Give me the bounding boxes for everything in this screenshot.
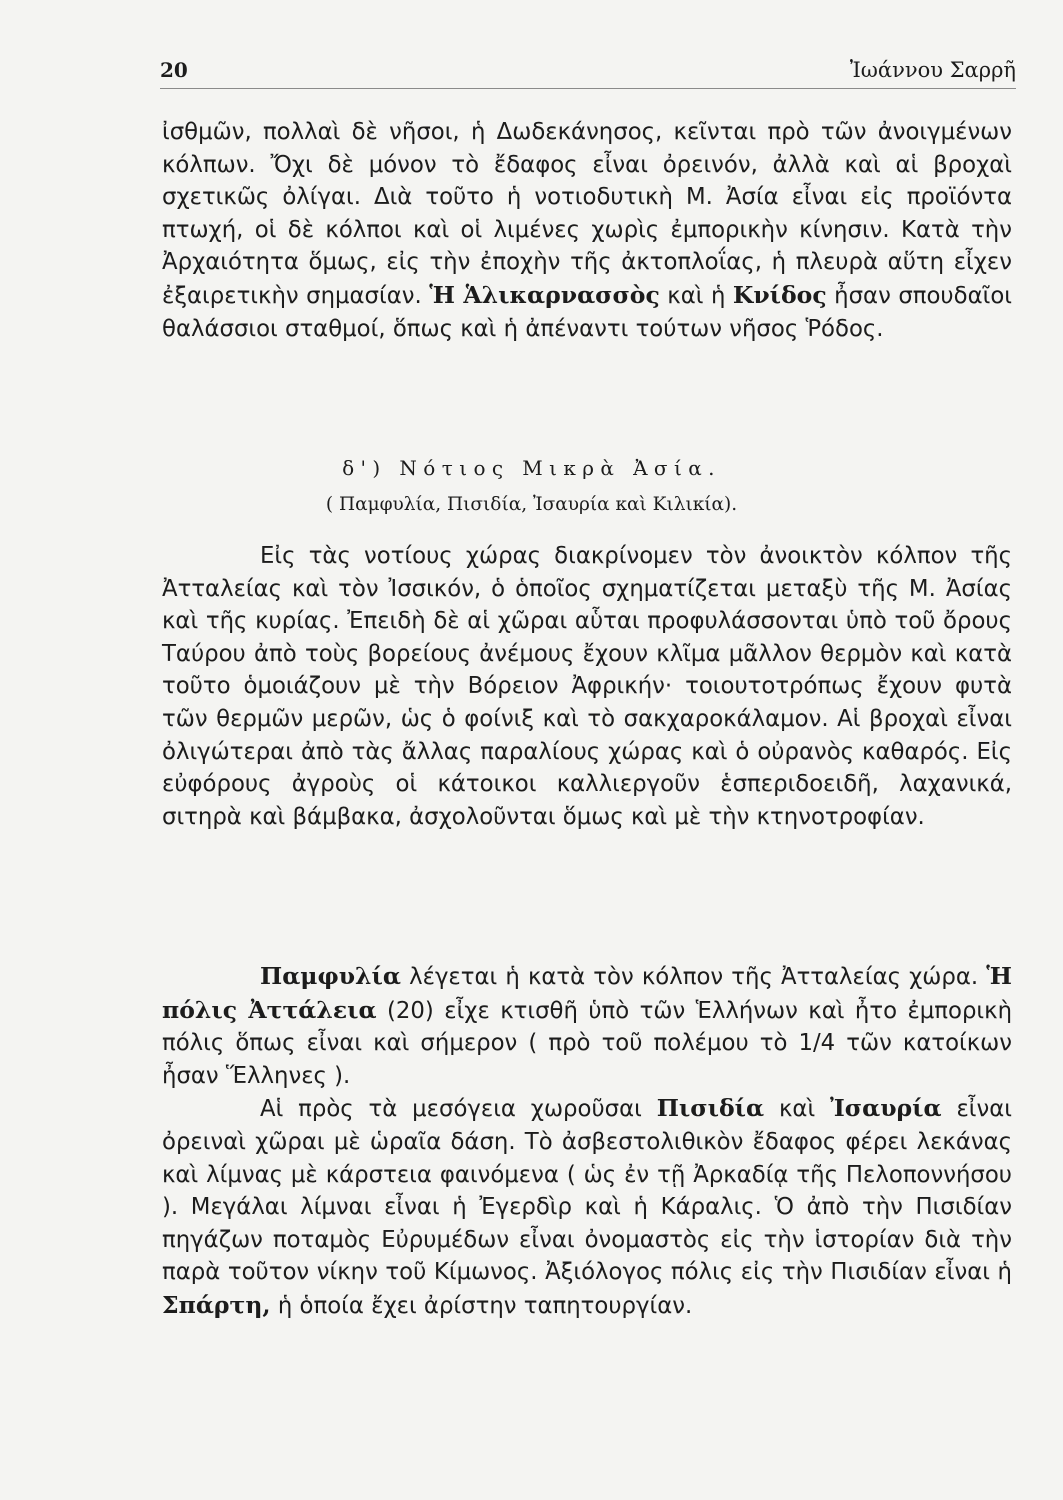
header-rule: [160, 88, 1016, 89]
pisidia-text-2: καὶ: [764, 1096, 831, 1123]
pamphylia-paragraph: [162, 960, 1012, 1092]
running-head-author: Ἰωάννου Σαρρῆ: [849, 58, 1016, 82]
bold-knidos: Κνίδος: [732, 280, 827, 309]
section-subtitle: ( Παμφυλία, Πισιδία, Ἰσαυρία καὶ Κιλικία).: [325, 494, 738, 515]
pisidia-text-1: Αἱ πρὸς τὰ μεσόγεια χωροῦσαι: [260, 1096, 657, 1123]
bold-sparti: Σπάρτη,: [162, 1290, 271, 1319]
pamphylia-text-1: λέγεται ἡ κατὰ τὸν κόλπον τῆς Ἀτταλείας χώρα.: [400, 964, 987, 990]
bold-isauria: Ἰσαυρία: [830, 1094, 942, 1123]
pamphylia-section: [162, 960, 1012, 1323]
intro-paragraph: [162, 116, 1012, 345]
pamphylia-text-2: (20) εἶχε κτισθῆ ὑπὸ τῶν Ἑλλήνων καὶ ἦτο ἐμπορικὴ πόλις ὅπως εἶναι καὶ σήμερον ( πρὸ τοῦ πολέμου τὸ 1/4 τῶν κατοίκων ἦσαν Ἕλληνες ).: [162, 997, 1013, 1089]
intro-text-1: ἰσθμῶν, πολλαὶ δὲ νῆσοι, ἡ Δωδεκάνησος, κεῖνται πρὸ τῶν ἀνοιγμένων κόλπων. Ὄχι δὲ μόνον τὸ ἔδαφος εἶναι ὀρεινόν, ἀλλὰ καὶ αἱ βροχαὶ σχετικῶς ὀλίγαι. Διὰ τοῦτο ἡ νοτιοδυτικὴ Μ. Ἀσία εἶναι εἰς προϊόντα πτωχή, οἱ δὲ κόλποι καὶ οἱ λιμένες χωρὶς ἐμπορικὴν κίνησιν. Κατὰ τὴν Ἀρχαιότητα ὅμως, εἰς τὴν ἐποχὴν τῆς ἀκτοπλοΐας, ἡ πλευρὰ αὕτη εἶχεν ἐξαιρετικὴν σημασίαν.: [162, 119, 1012, 309]
south-paragraph: [162, 540, 1012, 833]
page-number: 20: [160, 58, 188, 82]
pisidia-paragraph: [162, 1092, 1012, 1322]
intro-text-3: ἦσαν σπουδαῖοι θαλάσσιοι σταθμοί, ὅπως καὶ ἡ ἀπέναντι τούτων νῆσος Ῥόδος.: [162, 282, 1012, 342]
bold-pisidia: Πισιδία: [656, 1094, 765, 1123]
south-paragraph-text: Εἰς τὰς νοτίους χώρας διακρίνομεν τὸν ἀνοικτὸν κόλπον τῆς Ἀτταλείας καὶ τὸν Ἰσσικόν, ὁ ὁποῖος σχηματίζεται μεταξὺ τῆς Μ. Ἀσίας καὶ τῆς κυρίας. Ἐπειδὴ δὲ αἱ χῶραι αὗται προφυλάσσονται ὑπὸ τοῦ ὄρους Ταύρου ἀπὸ τοὺς βορείους ἀνέμους ἔχουν κλῖμα μᾶλλον θερμὸν καὶ κατὰ τοῦτο ὁμοιάζουν μὲ τὴν Βόρειον Ἀφρικήν· τοιουτοτρόπως ἔχουν φυτὰ τῶν θερμῶν μερῶν, ὡς ὁ φοίνιξ καὶ τὸ σακχαροκάλαμον. Αἱ βροχαὶ εἶναι ὀλιγώτεραι ἀπὸ τὰς ἄλλας παραλίους χώρας καὶ ὁ οὐρανὸς καθαρός. Εἰς εὐφόρους ἀγροὺς οἱ κάτοικοι καλλιεργοῦν ἑσπεριδοειδῆ, λαχανικά, σιτηρὰ καὶ βάμβακα, ἀσχολοῦνται ὅμως καὶ μὲ τὴν κτηνοτροφίαν.: [162, 543, 1012, 830]
intro-text-2: καὶ ἡ: [659, 282, 733, 309]
bold-attaleia: Ἡ πόλις Ἀττάλεια: [162, 962, 1012, 1024]
section-title: δ') Νότιος Μικρὰ Ἀσία.: [342, 456, 721, 480]
bold-halicarnassus: Ἡ Ἁλικαρνασσὸς: [429, 280, 660, 309]
running-header: [160, 58, 1016, 82]
pisidia-text-4: ἡ ὁποία ἔχει ἀρίστην ταπητουργίαν.: [270, 1292, 693, 1319]
bold-pamphylia: Παμφυλία: [260, 962, 401, 990]
pisidia-text-3: εἶναι ὀρειναὶ χῶραι μὲ ὡραῖα δάση. Τὸ ἀσβεστολιθικὸν ἔδαφος φέρει λεκάνας καὶ λίμνας μὲ κάρστεια φαινόμενα ( ὡς ἐν τῇ Ἀρκαδίᾳ τῆς Πελοποννήσου ). Μεγάλαι λίμναι εἶναι ἡ Ἐγερδὶρ καὶ ἡ Κάραλις. Ὁ ἀπὸ τὴν Πισιδίαν πηγάζων ποταμὸς Εὐρυμέδων εἶναι ὀνομαστὸς εἰς τὴν ἱστορίαν διὰ τὴν παρὰ τοῦτον νίκην τοῦ Κίμωνος. Ἀξιόλογος πόλις εἰς τὴν Πισιδίαν εἶναι ἡ: [162, 1096, 1012, 1286]
